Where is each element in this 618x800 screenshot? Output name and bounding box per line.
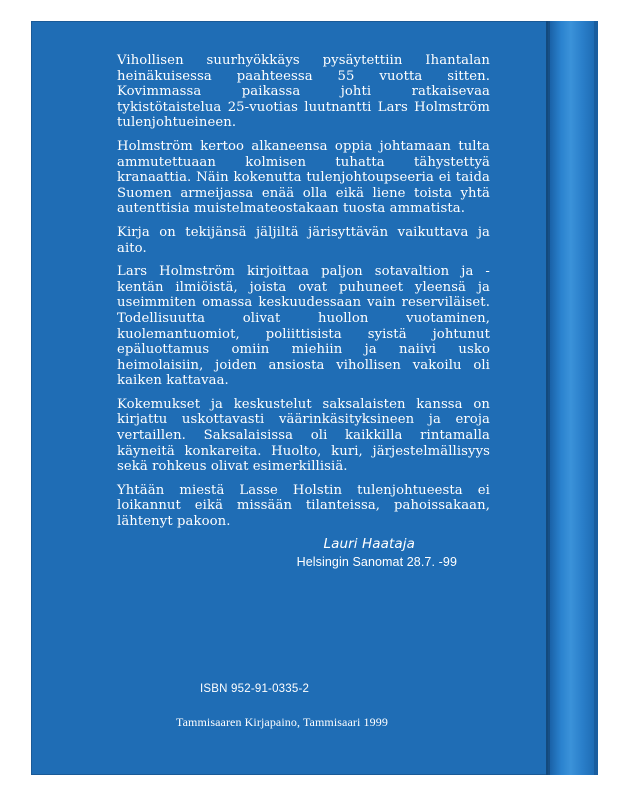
blurb-paragraph-4: Lars Holmström kirjoittaa paljon sotavaltion ja -kentän ilmiöistä, joista ovat puhuneet yleensä ja useimmiten omassa keskuudessaan vain reserviläiset. Todellisuutta olivat huollon vuotaminen, kuolemantuomiot, poliittisista syistä johtunut epäluottamus omiin miehiin ja naiivi usko heimolaisiin, joiden ansiosta vihollisen vakoilu oli kaiken kattavaa. (117, 264, 490, 389)
printer-imprint: Tammisaaren Kirjapaino, Tammisaari 1999 (176, 715, 388, 729)
blurb-paragraph-5: Kokemukset ja keskustelut saksalaisten kanssa on kirjattu uskottavasti väärinkäsityksineen ja eroja vertaillen. Saksalaisissa oli kaikkilla rintamalla käyneitä konkareita. Huolto, kuri, järjestelmällisyys sekä rohkeus olivat esimerkillisiä. (117, 396, 490, 475)
isbn-number: ISBN 952-91-0335-2 (200, 683, 310, 695)
blurb-paragraph-3: Kirja on tekijänsä jäljiltä järisyttävän vaikuttava ja aito. (117, 224, 490, 256)
blurb-paragraph-2: Holmström kertoo alkaneensa oppia johtamaan tulta ammutettuaan kolmisen tuhatta tähystettyä kranaattia. Näin kokenutta tulenjohtoupseeria ei taida Suomen armeijassa enää olla eikä liene toista yhtä autenttisia muistelmateostakaan tuosta ammatista. (117, 138, 490, 217)
review-signature (117, 536, 457, 570)
reviewer-name: Lauri Haataja (323, 535, 415, 552)
spine-edge (594, 21, 598, 775)
book-spine (548, 21, 596, 775)
blurb-text (117, 53, 490, 570)
review-source: Helsingin Sanomat 28.7. -99 (296, 554, 457, 569)
blurb-paragraph-1: Vihollisen suurhyökkäys pysäytettiin Ihantalan heinäkuisessa paahteessa 55 vuotta sitten. Kovimmassa paikassa johti ratkaisevaa tykistötaistelua 25-vuotias luutnantti Lars Holmström tulenjohtueineen. (117, 53, 490, 131)
blurb-paragraph-6: Yhtään miestä Lasse Holstin tulenjohtueesta ei loikannut eikä missään tilanteissa, pahoissakaan, lähtenyt pakoon. (117, 482, 490, 530)
